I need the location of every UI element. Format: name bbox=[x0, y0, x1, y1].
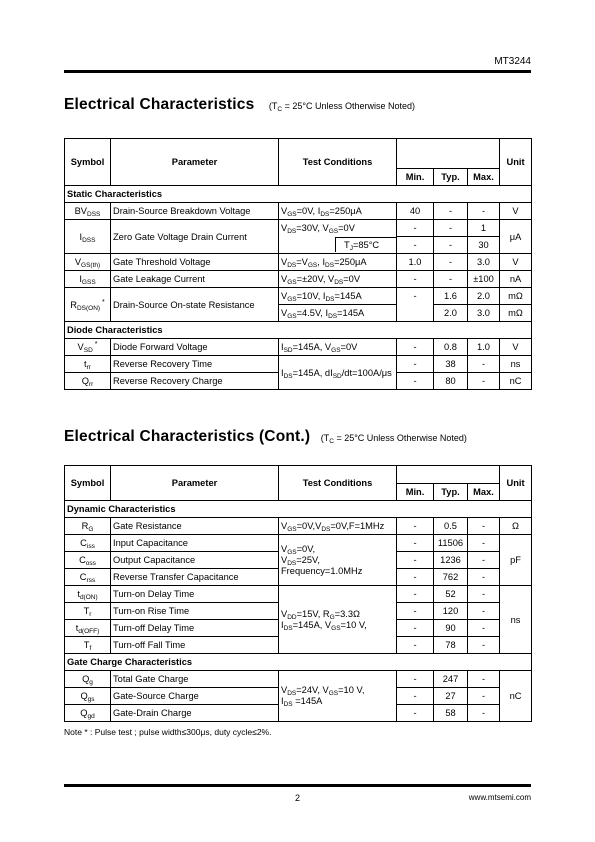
symbol-cell: $t_{rr}$ bbox=[65, 356, 111, 373]
min-cell: - bbox=[397, 288, 434, 322]
electrical-characteristics-table bbox=[64, 138, 532, 390]
table-row bbox=[65, 535, 532, 552]
max-cell: - bbox=[468, 620, 500, 637]
min-cell: - bbox=[397, 237, 434, 254]
symbol-cell: $Q_{rr}$ bbox=[65, 373, 111, 390]
typ-cell: 11506 bbox=[434, 535, 468, 552]
min-cell: - bbox=[397, 671, 434, 688]
min-cell: 1.0 bbox=[397, 254, 434, 271]
parameter-cell: Output Capacitance bbox=[111, 552, 279, 569]
max-cell: - bbox=[468, 535, 500, 552]
unit-cell: ns bbox=[500, 356, 532, 373]
group-diode: Diode Characteristics bbox=[65, 322, 532, 339]
unit-cell: V bbox=[500, 339, 532, 356]
symbol-cell: $t_{d(OFF)}$ bbox=[65, 620, 111, 637]
symbol-cell: $R_{DS(ON)}$ * bbox=[65, 288, 111, 322]
min-cell: - bbox=[397, 356, 434, 373]
max-cell: - bbox=[468, 603, 500, 620]
max-cell: 3.0 bbox=[468, 305, 500, 322]
header-min: Min. bbox=[397, 484, 434, 501]
header-rule bbox=[64, 70, 531, 73]
table-row bbox=[65, 518, 532, 535]
page-number: 2 bbox=[294, 793, 300, 803]
unit-cell: V bbox=[500, 203, 532, 220]
parameter-cell: Reverse Transfer Capacitance bbox=[111, 569, 279, 586]
section-condition-1: ($T_C = 25^\circ C$ Unless Otherwise Noted) bbox=[268, 101, 416, 113]
symbol-cell: $R_G$ bbox=[65, 518, 111, 535]
header-typ: Typ. bbox=[434, 484, 468, 501]
typ-cell: 0.5 bbox=[434, 518, 468, 535]
symbol-cell: $BV_{DSS}$ bbox=[65, 203, 111, 220]
min-cell: - bbox=[397, 339, 434, 356]
tj-condition: $T_J=85^\circ C$ bbox=[335, 237, 396, 252]
typ-cell: 80 bbox=[434, 373, 468, 390]
min-cell: - bbox=[397, 535, 434, 552]
max-cell: - bbox=[468, 705, 500, 722]
min-cell: - bbox=[397, 271, 434, 288]
condition-cell: $V_{GS}=10V$, $I_{DS}=145A$ bbox=[279, 288, 397, 305]
max-cell: - bbox=[468, 637, 500, 654]
max-cell: - bbox=[468, 569, 500, 586]
table-row bbox=[65, 288, 532, 305]
symbol-cell: $Q_g$ bbox=[65, 671, 111, 688]
typ-cell: 120 bbox=[434, 603, 468, 620]
min-cell: 40 bbox=[397, 203, 434, 220]
unit-cell: μA bbox=[500, 220, 532, 254]
unit-cell: nC bbox=[500, 373, 532, 390]
table-row bbox=[65, 203, 532, 220]
typ-cell: 762 bbox=[434, 569, 468, 586]
parameter-cell: Turn-on Delay Time bbox=[111, 586, 279, 603]
min-cell: - bbox=[397, 637, 434, 654]
parameter-cell: Gate-Drain Charge bbox=[111, 705, 279, 722]
symbol-cell: $T_f$ bbox=[65, 637, 111, 654]
min-cell: - bbox=[397, 586, 434, 603]
condition-cell: $I_{DS}=145A$, $dI_{SD}/dt=100A/\mu s$ bbox=[279, 356, 397, 390]
section-title-2 bbox=[64, 428, 467, 446]
header-max: Max. bbox=[468, 169, 500, 186]
symbol-cell: $I_{DSS}$ bbox=[65, 220, 111, 254]
unit-cell: mΩ bbox=[500, 305, 532, 322]
electrical-characteristics-cont-table bbox=[64, 465, 532, 722]
condition-cell: $I_{SD}=145A$, $V_{GS}=0V$ bbox=[279, 339, 397, 356]
typ-cell: 38 bbox=[434, 356, 468, 373]
header-min: Min. bbox=[397, 169, 434, 186]
max-cell: - bbox=[468, 552, 500, 569]
condition-cell: $V_{GS}=0V$, $V_{DS}=25V$, Frequency=1.0MHz bbox=[279, 535, 397, 586]
symbol-cell: $Q_{gs}$ bbox=[65, 688, 111, 705]
condition-cell: $V_{DS}=24V$, $V_{GS}=10$ V, $I_{DS} =145A$ bbox=[279, 671, 397, 722]
parameter-cell: Zero Gate Voltage Drain Current bbox=[111, 220, 279, 254]
unit-cell: nA bbox=[500, 271, 532, 288]
unit-cell: V bbox=[500, 254, 532, 271]
header-spacer bbox=[397, 139, 500, 169]
condition-cell: $V_{DS}=V_{GS}$, $I_{DS}=250\mu A$ bbox=[279, 254, 397, 271]
table-row bbox=[65, 671, 532, 688]
typ-cell: - bbox=[434, 220, 468, 237]
website-url: www.mtsemi.com bbox=[468, 793, 531, 802]
condition-cell: $V_{DS}=30V$, $V_{GS}=0V$ bbox=[279, 220, 397, 237]
condition-cell: $V_{DD}=15V$, $R_G=3.3\Omega$ $I_{DS}=145A$, $V_{GS}=10$ V, bbox=[279, 586, 397, 654]
symbol-cell: $Q_{gd}$ bbox=[65, 705, 111, 722]
parameter-cell: Turn-on Rise Time bbox=[111, 603, 279, 620]
table-row bbox=[65, 254, 532, 271]
max-cell: - bbox=[468, 518, 500, 535]
min-cell: - bbox=[397, 603, 434, 620]
symbol-cell: $t_{d(ON)}$ bbox=[65, 586, 111, 603]
unit-cell: ns bbox=[500, 586, 532, 654]
parameter-cell: Drain-Source Breakdown Voltage bbox=[111, 203, 279, 220]
max-cell: - bbox=[468, 586, 500, 603]
symbol-cell: $C_{oss}$ bbox=[65, 552, 111, 569]
unit-cell: mΩ bbox=[500, 288, 532, 305]
header-typ: Typ. bbox=[434, 169, 468, 186]
max-cell: - bbox=[468, 356, 500, 373]
max-cell: - bbox=[468, 688, 500, 705]
max-cell: 1 bbox=[468, 220, 500, 237]
header-test-conditions: Test Conditions bbox=[279, 466, 397, 501]
max-cell: 3.0 bbox=[468, 254, 500, 271]
typ-cell: 1.6 bbox=[434, 288, 468, 305]
symbol-cell: $I_{GSS}$ bbox=[65, 271, 111, 288]
typ-cell: 52 bbox=[434, 586, 468, 603]
unit-cell: nC bbox=[500, 671, 532, 722]
header-symbol: Symbol bbox=[65, 139, 111, 186]
min-cell: - bbox=[397, 552, 434, 569]
min-cell: - bbox=[397, 220, 434, 237]
symbol-cell: $T_r$ bbox=[65, 603, 111, 620]
parameter-cell: Turn-off Fall Time bbox=[111, 637, 279, 654]
table-row bbox=[65, 339, 532, 356]
parameter-cell: Gate Threshold Voltage bbox=[111, 254, 279, 271]
min-cell: - bbox=[397, 620, 434, 637]
header-symbol: Symbol bbox=[65, 466, 111, 501]
footer-rule bbox=[64, 784, 531, 787]
section-condition-2: ($T_C = 25^\circ C$ Unless Otherwise Noted) bbox=[320, 433, 467, 445]
typ-cell: - bbox=[434, 271, 468, 288]
section-title-1-text: Electrical Characteristics bbox=[64, 96, 255, 113]
typ-cell: - bbox=[434, 254, 468, 271]
max-cell: - bbox=[468, 203, 500, 220]
typ-cell: 58 bbox=[434, 705, 468, 722]
condition-cell: $V_{GS}=0V,V_{DS}=0V,F=1MHz$ bbox=[279, 518, 397, 535]
min-cell: - bbox=[397, 518, 434, 535]
min-cell: - bbox=[397, 373, 434, 390]
header-unit: Unit bbox=[500, 466, 532, 501]
unit-cell: pF bbox=[500, 535, 532, 586]
typ-cell: 2.0 bbox=[434, 305, 468, 322]
parameter-cell: Reverse Recovery Time bbox=[111, 356, 279, 373]
max-cell: 2.0 bbox=[468, 288, 500, 305]
section-title-1 bbox=[64, 96, 415, 114]
min-cell: - bbox=[397, 569, 434, 586]
symbol-cell: $C_{rss}$ bbox=[65, 569, 111, 586]
parameter-cell: Drain-Source On-state Resistance bbox=[111, 288, 279, 322]
header-unit: Unit bbox=[500, 139, 532, 186]
unit-cell: Ω bbox=[500, 518, 532, 535]
model-number: MT3244 bbox=[494, 56, 531, 67]
footnote: Note * : Pulse test ; pulse width≤300μs, duty cycle≤2%. bbox=[64, 727, 272, 737]
section-title-2-text: Electrical Characteristics (Cont.) bbox=[64, 428, 311, 445]
table-row bbox=[65, 271, 532, 288]
typ-cell: - bbox=[434, 203, 468, 220]
typ-cell: 27 bbox=[434, 688, 468, 705]
condition-cell: $V_{GS}=4.5V$, $I_{DS}=145A$ bbox=[279, 305, 397, 322]
header-max: Max. bbox=[468, 484, 500, 501]
typ-cell: 1236 bbox=[434, 552, 468, 569]
header-test-conditions: Test Conditions bbox=[279, 139, 397, 186]
parameter-cell: Gate Leakage Current bbox=[111, 271, 279, 288]
group-static: Static Characteristics bbox=[65, 186, 532, 203]
header-parameter: Parameter bbox=[111, 139, 279, 186]
parameter-cell: Gate Resistance bbox=[111, 518, 279, 535]
typ-cell: 0.8 bbox=[434, 339, 468, 356]
condition-cell: $V_{GS}=0V$, $I_{DS}=250\mu A$ bbox=[279, 203, 397, 220]
max-cell: - bbox=[468, 671, 500, 688]
typ-cell: 90 bbox=[434, 620, 468, 637]
max-cell: 1.0 bbox=[468, 339, 500, 356]
condition-cell: $V_{GS}=\pm 20V$, $V_{DS}=0V$ bbox=[279, 271, 397, 288]
parameter-cell: Diode Forward Voltage bbox=[111, 339, 279, 356]
table-row bbox=[65, 220, 532, 237]
typ-cell: - bbox=[434, 237, 468, 254]
header-parameter: Parameter bbox=[111, 466, 279, 501]
header-spacer bbox=[397, 466, 500, 484]
typ-cell: 247 bbox=[434, 671, 468, 688]
table-row bbox=[65, 586, 532, 603]
symbol-cell: $V_{GS(th)}$ bbox=[65, 254, 111, 271]
parameter-cell: Gate-Source Charge bbox=[111, 688, 279, 705]
symbol-cell: $C_{iss}$ bbox=[65, 535, 111, 552]
max-cell: ±100 bbox=[468, 271, 500, 288]
parameter-cell: Total Gate Charge bbox=[111, 671, 279, 688]
parameter-cell: Turn-off Delay Time bbox=[111, 620, 279, 637]
parameter-cell: Reverse Recovery Charge bbox=[111, 373, 279, 390]
parameter-cell: Input Capacitance bbox=[111, 535, 279, 552]
typ-cell: 78 bbox=[434, 637, 468, 654]
min-cell: - bbox=[397, 705, 434, 722]
max-cell: - bbox=[468, 373, 500, 390]
min-cell: - bbox=[397, 688, 434, 705]
group-dynamic: Dynamic Characteristics bbox=[65, 501, 532, 518]
group-gate-charge: Gate Charge Characteristics bbox=[65, 654, 532, 671]
max-cell: 30 bbox=[468, 237, 500, 254]
symbol-cell: $V_{SD}$ * bbox=[65, 339, 111, 356]
condition-cell bbox=[279, 237, 397, 254]
table-row bbox=[65, 356, 532, 373]
